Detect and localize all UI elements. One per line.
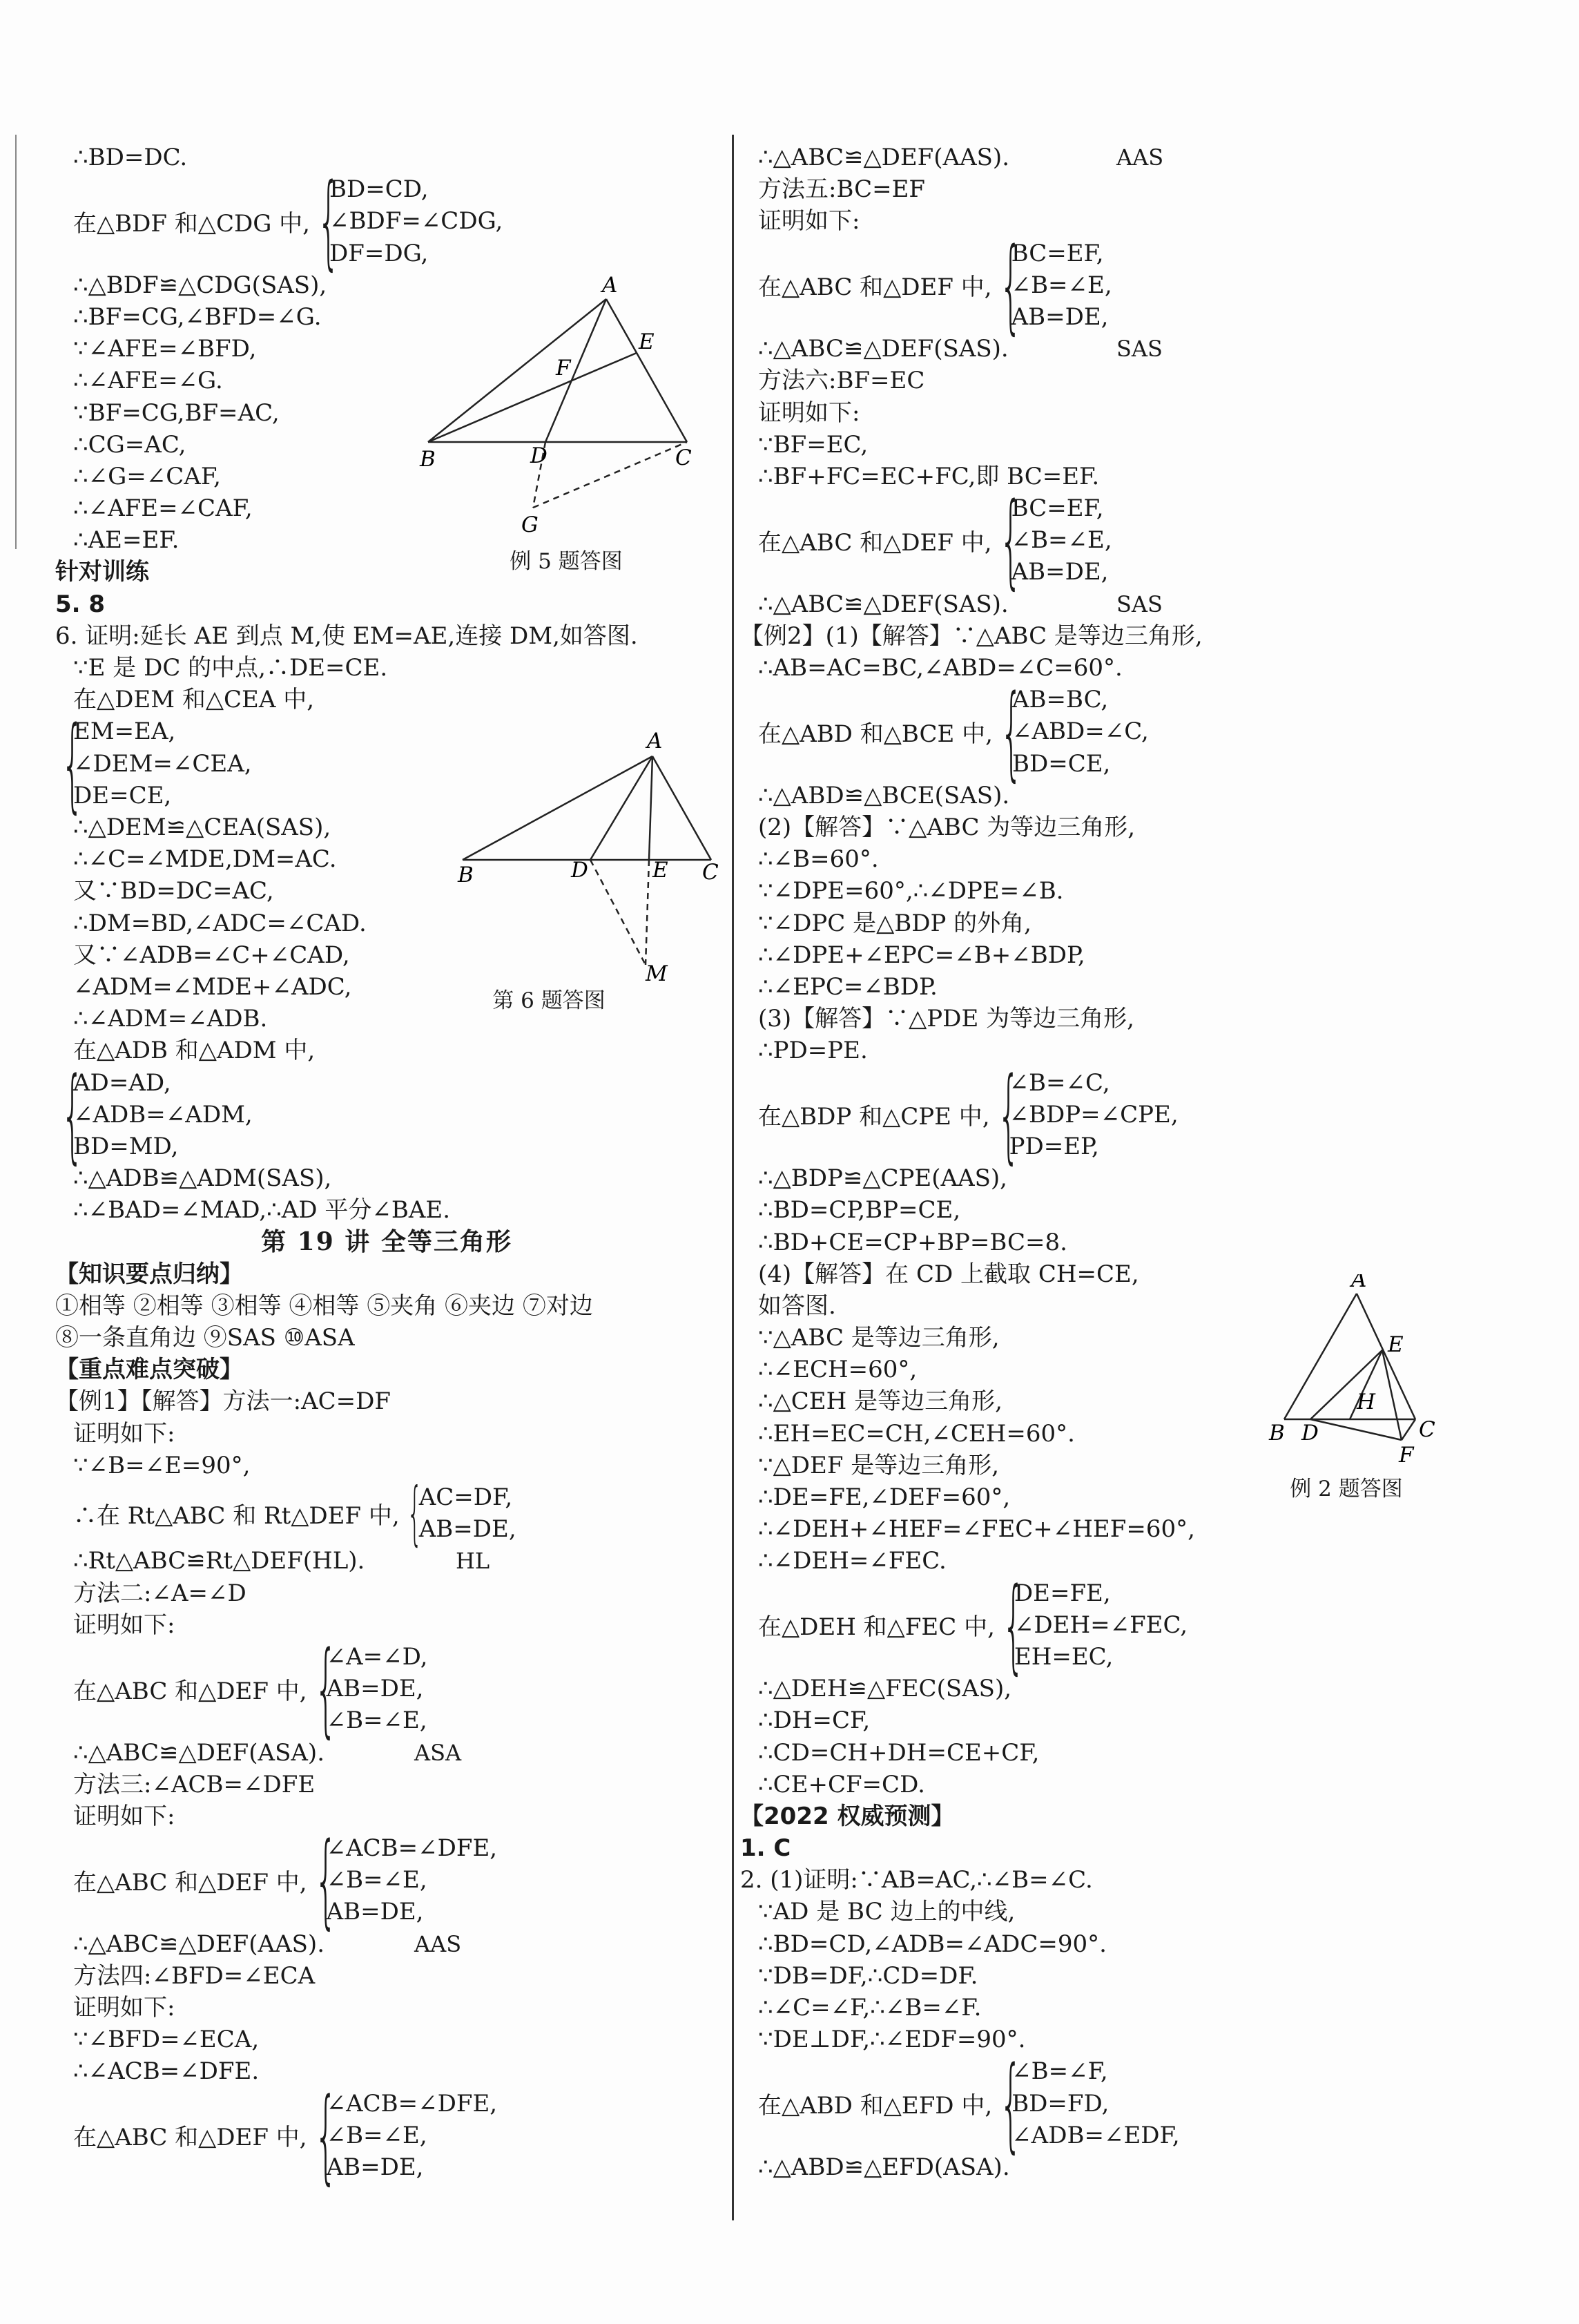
brace: { (997, 1055, 1020, 1174)
text-line: ∴∠EPC=∠BDP. (758, 972, 938, 1001)
text-line: 证明如下: (758, 398, 860, 427)
system-lead: 在△DEH 和△FEC 中, (758, 1613, 995, 1642)
text-line: ∴△CEH 是等边三角形, (758, 1387, 1002, 1416)
system-line: ∠DEH=∠FEC, (1014, 1611, 1188, 1639)
segment-be (428, 353, 637, 442)
label-e: E (652, 858, 668, 883)
equation-system (55, 1472, 718, 1554)
conclusion: ∴△ABC≌△DEF(ASA). (73, 1738, 325, 1767)
text-line (55, 1737, 718, 1769)
binding-edge (15, 135, 17, 549)
brace: { (1000, 672, 1023, 791)
system-line: DF=DG, (329, 239, 429, 267)
brace: { (61, 704, 84, 823)
text-line: ∴BD=CD,∠ADB=∠ADC=90°. (758, 1930, 1107, 1958)
text-line: ∵BF=CG,BF=AC, (73, 398, 280, 427)
system-line: EH=EC, (1014, 1642, 1114, 1671)
segment-dm (590, 860, 646, 965)
label-b: B (1269, 1421, 1285, 1446)
text-line: ⑧一条直角边 ⑨SAS ⑩ASA (55, 1324, 355, 1352)
system-line: PD=EP, (1009, 1132, 1099, 1160)
figure-svg (1263, 1274, 1443, 1481)
text-line: ∴AB=AC=BC,∠ABD=∠C=60°. (758, 654, 1123, 682)
text-line: ∴∠DEH=∠FEC. (758, 1547, 947, 1575)
text-line: ∴△BDP≌△CPE(AAS), (758, 1164, 1007, 1193)
equation-system (55, 1629, 718, 1749)
label-c: C (675, 445, 692, 470)
text-line: ∴∠C=∠F,∴∠B=∠F. (758, 1994, 982, 2022)
brace: { (314, 1629, 337, 1749)
label-a: A (1351, 1274, 1367, 1292)
text-line: ∴∠ACB=∠DFE. (73, 2057, 260, 2086)
equation-system (740, 2044, 1534, 2163)
text-line: ∠ADM=∠MDE+∠ADC, (73, 972, 352, 1001)
text-line: 又∵BD=DC=AC, (73, 877, 274, 905)
system-line: AD=AD, (73, 1068, 171, 1097)
system-line: ∠B=∠E, (326, 2121, 427, 2149)
text-line: ∵AD 是 BC 边上的中线, (758, 1898, 1016, 1926)
text-line: ∴∠ADM=∠ADB. (73, 1005, 268, 1033)
system-line: AB=DE, (326, 2153, 424, 2181)
system-line: ∠B=∠E, (1011, 526, 1112, 555)
system-line: BD=CE, (1011, 749, 1111, 778)
text-line: ∴∠ECH=60°, (758, 1356, 918, 1384)
figure-svg (414, 273, 718, 577)
column-divider (732, 135, 734, 2220)
text-line: ∵△DEF 是等边三角形, (758, 1451, 1000, 1479)
segment-ab (463, 756, 652, 860)
brace: { (1002, 1565, 1025, 1684)
equation-system (740, 1055, 1534, 1174)
brace: { (61, 1055, 84, 1174)
text-line: ∴BD=DC. (73, 144, 188, 171)
figure-example-5 (414, 273, 718, 577)
equation-system (740, 672, 1534, 791)
system-lead: 在△ABD 和△BCE 中, (758, 720, 993, 749)
text-line: ∴△ABD≌△BCE(SAS). (758, 781, 1010, 809)
text-line: ∴∠B=60°. (758, 845, 879, 874)
brace: { (999, 2044, 1023, 2163)
system-line: AB=DE, (418, 1515, 516, 1544)
label-d: D (530, 443, 548, 468)
system-line: AB=DE, (326, 1898, 424, 1926)
system-line: ∠BDF=∠CDG, (329, 207, 503, 236)
equation-system (740, 225, 1534, 345)
segment-em (646, 860, 649, 965)
text-line: ∴DM=BD,∠ADC=∠CAD. (73, 909, 367, 937)
system-lead: 在△ABC 和△DEF 中, (758, 528, 992, 557)
system-lead: 在△ABD 和△EFD 中, (758, 2092, 993, 2120)
text-line: ∵∠DPE=60°,∴∠DPE=∠B. (758, 877, 1064, 905)
label-a: A (602, 273, 618, 298)
system-lead: ∴在 Rt△ABC 和 Rt△DEF 中, (73, 1501, 400, 1530)
figure-svg (452, 722, 728, 984)
label-d: D (1301, 1421, 1319, 1446)
text-line: ∴△ADB≌△ADM(SAS), (73, 1164, 332, 1193)
equation-system (55, 162, 718, 281)
segment-ab (428, 299, 606, 442)
text-line: ∵∠B=∠E=90°, (73, 1451, 251, 1479)
section-heading: 【2022 权威预测】 (740, 1802, 955, 1830)
system-lead: 在△ABC 和△DEF 中, (73, 1868, 307, 1896)
text-line: (2)【解答】∵△ABC 为等边三角形, (758, 814, 1136, 842)
brace: { (314, 2075, 337, 2195)
label-e: E (639, 329, 655, 354)
example-heading: 【例1】【解答】方法一:AC=DF (55, 1387, 391, 1416)
text-line: 又∵∠ADB=∠C+∠CAD, (73, 941, 350, 969)
text-line: 方法六:BF=EC (758, 367, 925, 395)
conclusion: ∴△ABC≌△DEF(AAS). (73, 1930, 325, 1958)
text-line: (3)【解答】∵△PDE 为等边三角形, (758, 1005, 1134, 1033)
text-line: 方法三:∠ACB=∠DFE (73, 1770, 316, 1798)
system-line: BD=MD, (73, 1132, 179, 1160)
label-a: A (647, 729, 663, 753)
brace: { (999, 225, 1022, 345)
section-heading: 针对训练 (55, 558, 149, 586)
equation-system (55, 2075, 718, 2195)
segment-ef (1382, 1350, 1402, 1440)
text-line: 6. 证明:延长 AE 到点 M,使 EM=AE,连接 DM,如答图. (55, 622, 638, 650)
system-lead: 在△ABC 和△DEF 中, (73, 1677, 307, 1705)
system-line: ∠ACB=∠DFE, (326, 1834, 498, 1863)
conclusion: ∴△ABC≌△DEF(SAS). (758, 335, 1009, 363)
conclusion: ∴△ABC≌△DEF(SAS). (758, 590, 1009, 618)
text-line: 方法四:∠BFD=∠ECA (73, 1961, 316, 1990)
text-line: ∴△DEH≌△FEC(SAS), (758, 1675, 1012, 1703)
label-f: F (1399, 1443, 1414, 1468)
text-line: ∴∠AFE=∠G. (73, 367, 223, 395)
system-line: AB=DE, (1011, 558, 1109, 586)
answer-line: 5. 8 (55, 590, 106, 618)
text-line: ∵∠AFE=∠BFD, (73, 335, 257, 363)
text-line: ∴DE=FE,∠DEF=60°, (758, 1483, 1011, 1511)
method-tag: ASA (414, 1739, 462, 1766)
text-line: ∴BD=CP,BP=CE, (758, 1196, 961, 1225)
section-heading: 【重点难点突破】 (55, 1356, 243, 1384)
text-line: 证明如下: (758, 207, 860, 236)
text-line: ∵∠DPC 是△BDP 的外角, (758, 909, 1031, 937)
system-line: ∠DEM=∠CEA, (73, 749, 252, 778)
system-line: BD=FD, (1011, 2089, 1110, 2117)
method-tag: HL (456, 1548, 490, 1575)
system-line: AB=DE, (1011, 302, 1109, 331)
text-line: ∴∠DEH+∠HEF=∠FEC+∠HEF=60°, (758, 1515, 1195, 1544)
right-column (740, 142, 1534, 2183)
method-tag: SAS (1116, 336, 1163, 363)
text-line (55, 1545, 718, 1577)
example-heading: 【例2】(1)【解答】∵△ABC 是等边三角形, (740, 622, 1203, 650)
system-line: ∠A=∠D, (326, 1642, 428, 1671)
label-e: E (1388, 1332, 1404, 1357)
text-line: 在△ADB 和△ADM 中, (73, 1037, 316, 1065)
system-line: ∠ABD=∠C, (1011, 718, 1149, 746)
segment-ac (606, 299, 687, 442)
brace: { (407, 1472, 423, 1554)
text-line: ∴BD+CE=CP+BP=BC=8. (758, 1228, 1067, 1256)
system-line: ∠B=∠E, (1011, 271, 1112, 299)
answer-line: 1. C (740, 1834, 791, 1863)
text-line: ∴△ABD≌△EFD(ASA). (758, 2153, 1010, 2181)
text-line: (4)【解答】在 CD 上截取 CH=CE, (758, 1260, 1139, 1288)
text-line: ∴∠BAD=∠MAD,∴AD 平分∠BAE. (73, 1196, 451, 1225)
conclusion: ∴Rt△ABC≌Rt△DEF(HL). (73, 1547, 365, 1575)
equation-system (740, 1565, 1534, 1684)
system-line: ∠B=∠F, (1011, 2057, 1108, 2086)
text-line: 证明如下: (73, 1611, 175, 1639)
text-line: 方法二:∠A=∠D (73, 1579, 246, 1607)
system-line: BC=EF, (1011, 239, 1104, 267)
text-line (740, 333, 1534, 365)
text-line: ∴CE+CF=CD. (758, 1770, 925, 1798)
text-line: ∴∠C=∠MDE,DM=AC. (73, 845, 337, 874)
text-line (740, 142, 1534, 173)
text-line: ∴BF=CG,∠BFD=∠G. (73, 302, 322, 331)
label-c: C (702, 860, 719, 885)
segment-ac (652, 756, 711, 860)
segment-gc (533, 442, 687, 508)
text-line: ∴∠AFE=∠CAF, (73, 494, 253, 523)
text-line (55, 1928, 718, 1960)
figure-example-2 (1263, 1274, 1443, 1509)
system-line: AC=DF, (418, 1483, 513, 1511)
text-line: 证明如下: (73, 1994, 175, 2022)
label-d: D (571, 858, 588, 883)
text-line: ∴DH=CF, (758, 1707, 871, 1735)
system-line: DE=CE, (73, 781, 172, 809)
text-line: 在△DEM 和△CEA 中, (73, 686, 314, 714)
label-h: H (1357, 1390, 1376, 1414)
segment-ad (590, 756, 652, 860)
label-b: B (420, 447, 436, 472)
label-b: B (458, 863, 474, 887)
figure-caption: 例 2 题答图 (1290, 1477, 1403, 1501)
method-tag: SAS (1116, 590, 1163, 617)
text-line: 方法五:BC=EF (758, 175, 925, 204)
system-line: ∠B=∠E, (326, 1866, 427, 1894)
text-line: ∵DE⊥DF,∴∠EDF=90°. (758, 2026, 1026, 2054)
text-line: ∵△ABC 是等边三角形, (758, 1324, 1000, 1352)
system-line: AB=DE, (326, 1675, 424, 1703)
text-line: ∴△BDF≌△CDG(SAS), (73, 271, 327, 299)
text-line: ∴△DEM≌△CEA(SAS), (73, 814, 331, 841)
brace: { (317, 162, 340, 281)
text-line: ∵DB=DF,∴CD=DF. (758, 1961, 978, 1990)
system-lead: 在△BDP 和△CPE 中, (758, 1103, 990, 1131)
figure-caption: 第 6 题答图 (492, 988, 606, 1013)
system-line: EM=EA, (73, 718, 176, 746)
section-heading: 【知识要点归纳】 (55, 1260, 243, 1288)
segment-fc (1402, 1419, 1415, 1440)
label-g: G (521, 512, 539, 537)
segment-ae (649, 756, 652, 860)
text-line: 证明如下: (73, 1802, 175, 1830)
text-line: ∴EH=EC=CH,∠CEH=60°. (758, 1419, 1075, 1448)
text-line: ∴AE=EF. (73, 526, 180, 555)
system-line: BC=EF, (1011, 494, 1104, 523)
conclusion: ∴△ABC≌△DEF(AAS). (758, 144, 1010, 171)
text-line: ①相等 ②相等 ③相等 ④相等 ⑤夹角 ⑥夹边 ⑦对边 (55, 1291, 593, 1320)
text-line (740, 588, 1534, 620)
text-line: ∴CD=CH+DH=CE+CF, (758, 1738, 1040, 1767)
text-line: ∵BF=EC, (758, 430, 869, 459)
system-line: AB=BC, (1011, 686, 1109, 714)
equation-system (55, 1055, 718, 1174)
system-line: ∠B=∠C, (1009, 1068, 1110, 1097)
system-line: ∠ADB=∠EDF, (1011, 2121, 1180, 2149)
system-line: DE=FE, (1014, 1579, 1111, 1607)
text-line: 2. (1)证明:∵AB=AC,∴∠B=∠C. (740, 1866, 1093, 1894)
system-line: BD=CD, (329, 175, 429, 204)
system-line: ∠B=∠E, (326, 1707, 427, 1735)
text-line: ∴BF+FC=EC+FC,即 BC=EF. (758, 462, 1100, 490)
system-line: ∠ADB=∠ADM, (73, 1100, 253, 1129)
text-line: ∴∠G=∠CAF, (73, 462, 221, 490)
system-lead: 在△ABC 和△DEF 中, (758, 273, 992, 302)
text-line: ∵∠BFD=∠ECA, (73, 2026, 260, 2054)
text-line: ∴CG=AC, (73, 430, 186, 459)
label-c: C (1419, 1417, 1435, 1442)
text-line: ∴∠DPE+∠EPC=∠B+∠BDP, (758, 941, 1085, 969)
system-lead: 在△ABC 和△DEF 中, (73, 2124, 307, 2152)
system-lead: 在△BDF 和△CDG 中, (73, 209, 310, 238)
label-m: M (646, 961, 668, 984)
equation-system (55, 1821, 718, 1940)
figure-question-6 (452, 722, 728, 1019)
label-f: F (556, 356, 571, 381)
equation-system (740, 481, 1534, 600)
text-line: ∴PD=PE. (758, 1037, 868, 1065)
text-line: 如答图. (758, 1291, 836, 1320)
lecture-title: 第 19 讲 全等三角形 (261, 1227, 512, 1257)
segment-ab (1284, 1294, 1357, 1419)
method-tag: AAS (1116, 144, 1164, 171)
brace: { (314, 1821, 337, 1940)
brace: { (999, 481, 1022, 600)
system-line: ∠ACB=∠DFE, (326, 2089, 498, 2117)
figure-caption: 例 5 题答图 (510, 549, 623, 574)
segment-df (1310, 1419, 1402, 1440)
text-line: ∵E 是 DC 的中点,∴DE=CE. (73, 654, 388, 682)
system-line: ∠BDP=∠CPE, (1009, 1100, 1179, 1129)
method-tag: AAS (414, 1930, 462, 1957)
text-line: 证明如下: (73, 1419, 175, 1448)
